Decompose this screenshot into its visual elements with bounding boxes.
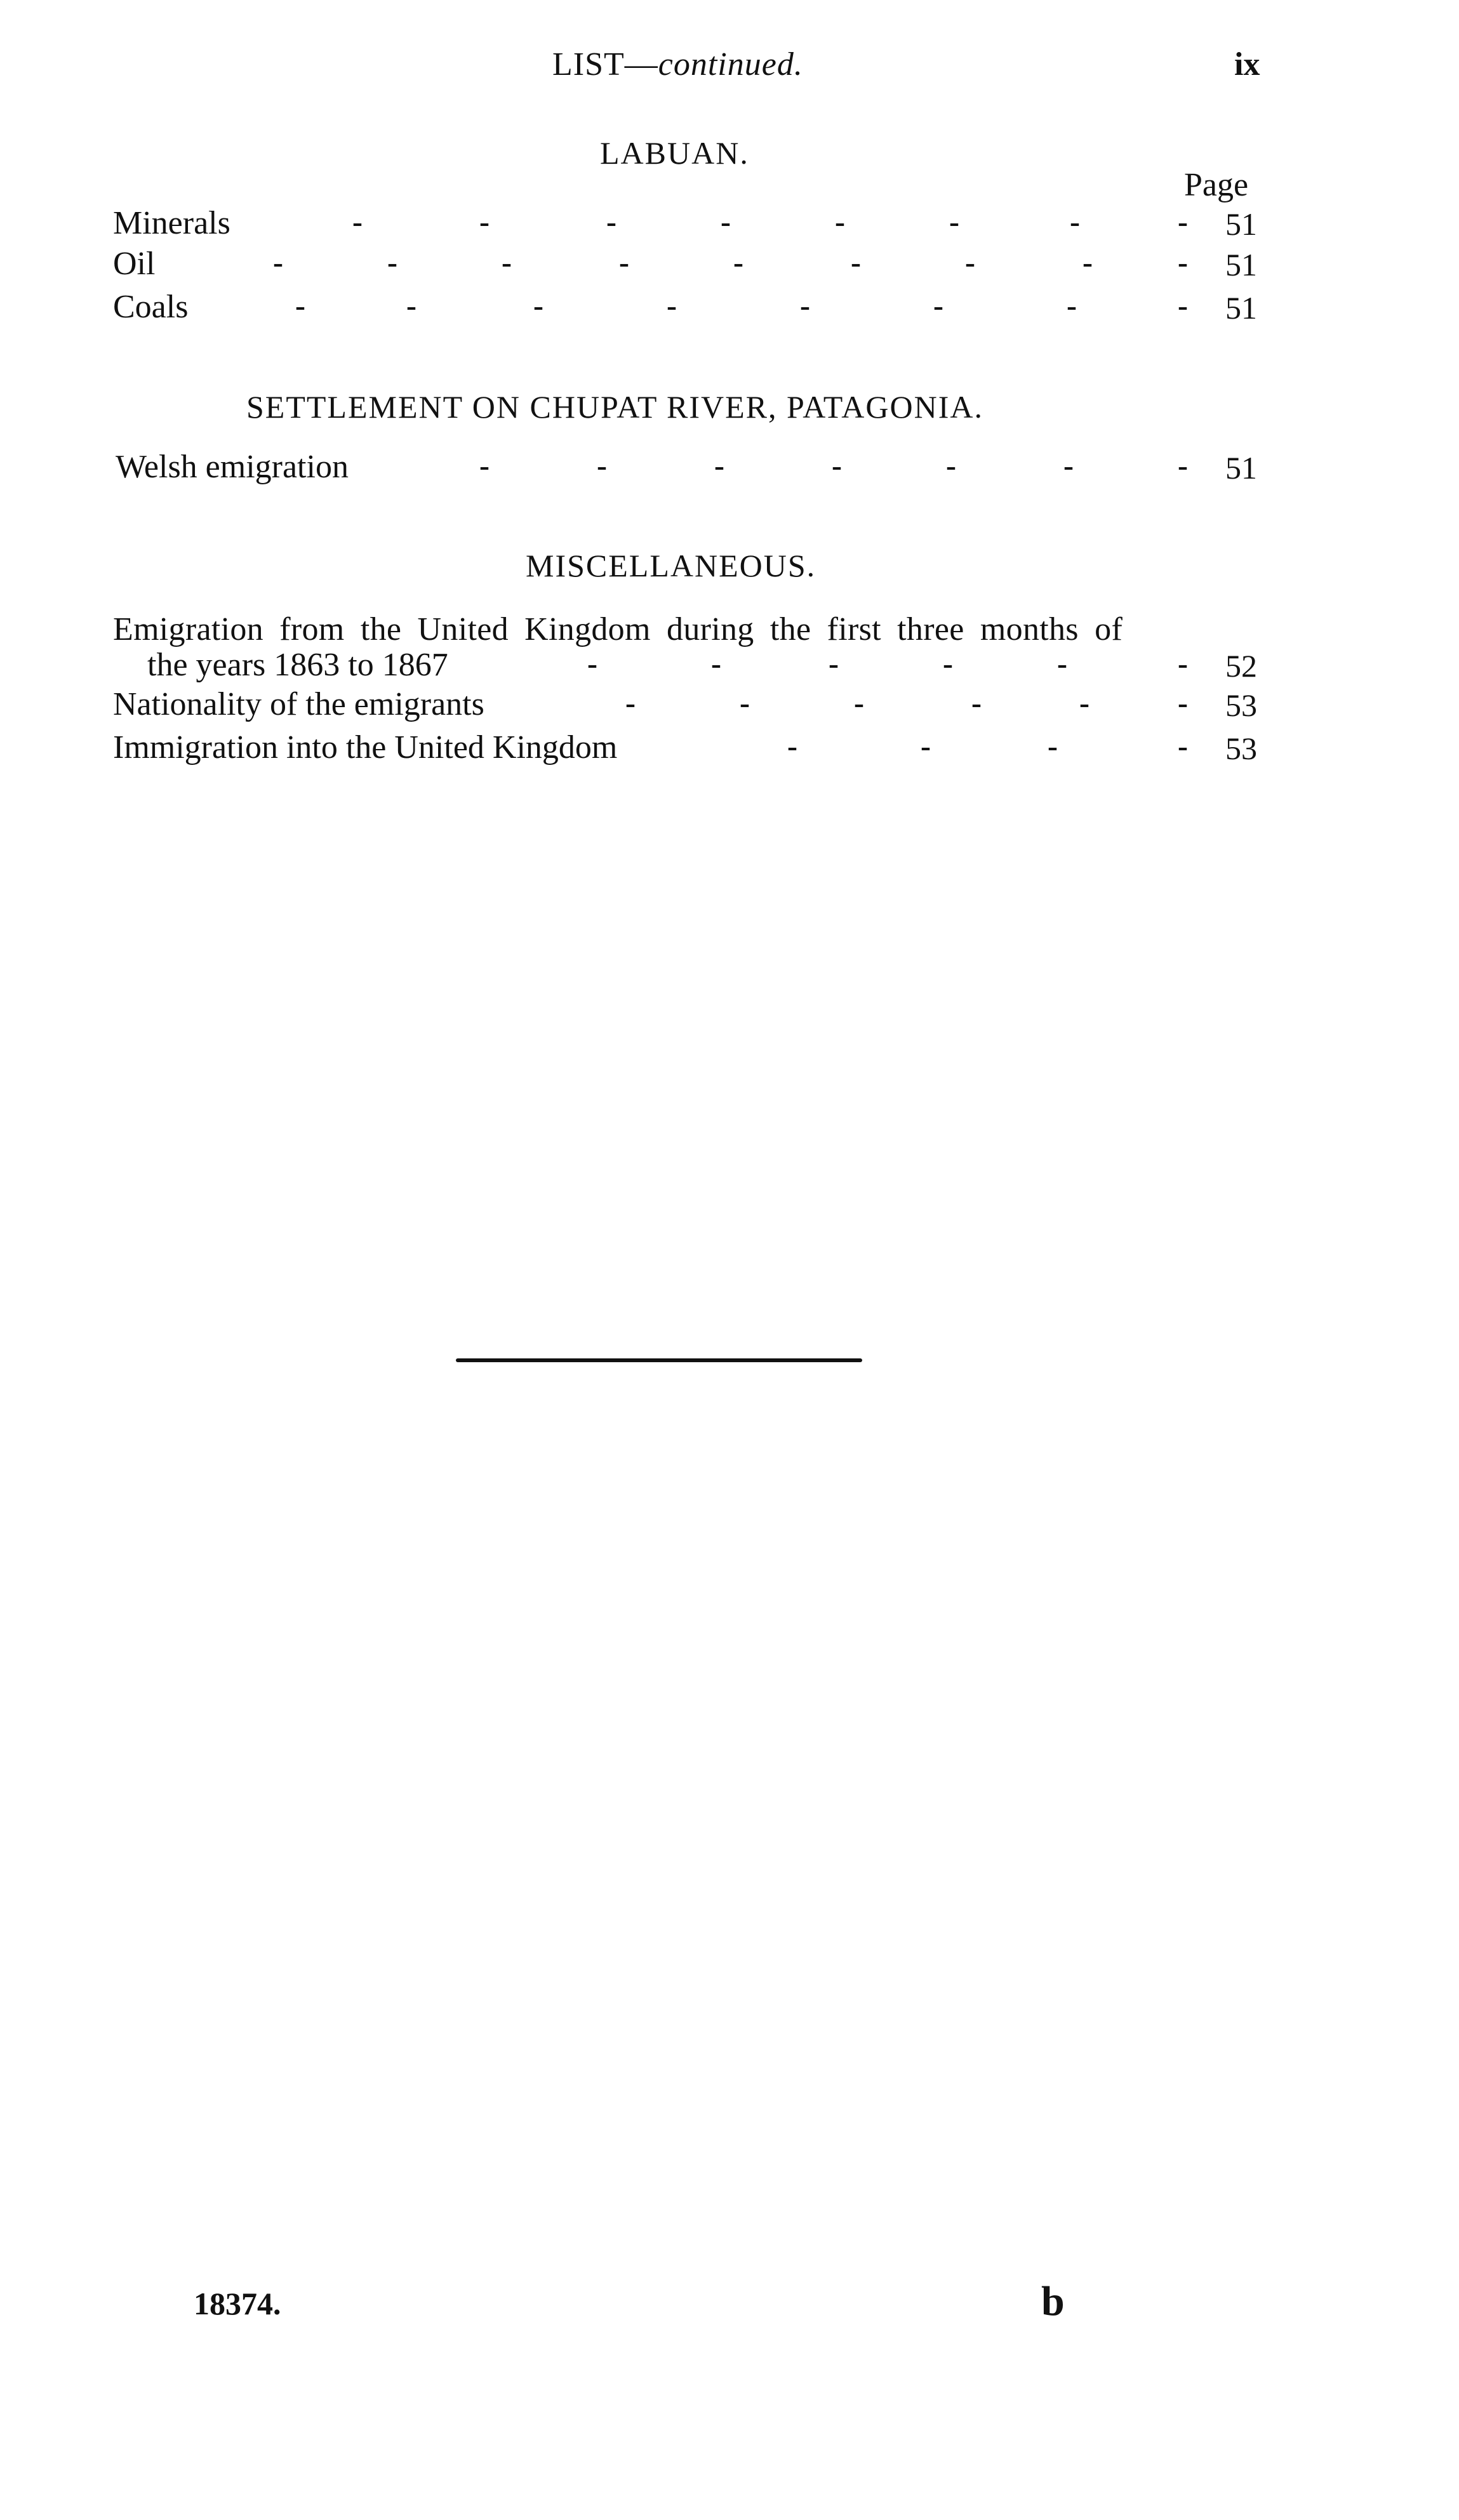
entry-page: 51 <box>1225 247 1257 282</box>
entry-label: Welsh emigration <box>116 449 349 485</box>
document-page: LIST—continued. ix LABUAN. Page Minerals - - - - - - - - 51 Oil - - - - - - - - - 51 Coals - - - - - - - - 51 SETTLEMENT ON CHUPAT RIVER, PATAGONIA. Welsh emigration - - - - - - - 51 MISCELLANEOUS. Emigration from the United Kingdom during the first three months of the years 1863 to 1867 - - - - - - 52 Nationality of the emigrants - - - - - - 53 Immigration into the United Kingdom - - - - 53 18374. b <box>113 46 1260 2324</box>
page-number: ix <box>1234 46 1260 83</box>
entry-label: Coals <box>113 289 189 325</box>
running-head-italic: continued. <box>658 46 803 83</box>
section-heading-settlement: SETTLEMENT ON CHUPAT RIVER, PATAGONIA. <box>246 389 983 425</box>
entry-label: Immigration into the United Kingdom <box>113 729 618 766</box>
running-head <box>552 46 803 83</box>
signature-mark: b <box>1041 2278 1065 2324</box>
entry-page: 53 <box>1225 731 1257 766</box>
entry-page: 51 <box>1225 206 1257 242</box>
entry-page: 52 <box>1225 648 1257 684</box>
entry-label: Minerals <box>113 205 230 241</box>
entry-label-continued: the years 1863 to 1867 <box>147 647 448 683</box>
section-divider-rule <box>456 1358 862 1362</box>
page-column-label: Page <box>1184 167 1249 203</box>
entry-page: 53 <box>1225 687 1257 723</box>
print-number: 18374. <box>194 2286 281 2321</box>
running-head-main: LIST— <box>552 46 658 83</box>
entry-label: Oil <box>113 246 156 282</box>
section-heading-labuan: LABUAN. <box>600 135 749 171</box>
entry-label: Emigration from the United Kingdom during the first three months of <box>113 611 1123 647</box>
section-heading-miscellaneous: MISCELLANEOUS. <box>526 548 816 583</box>
entry-page: 51 <box>1225 450 1257 486</box>
entry-page: 51 <box>1225 290 1257 326</box>
entry-label: Nationality of the emigrants <box>113 686 484 722</box>
